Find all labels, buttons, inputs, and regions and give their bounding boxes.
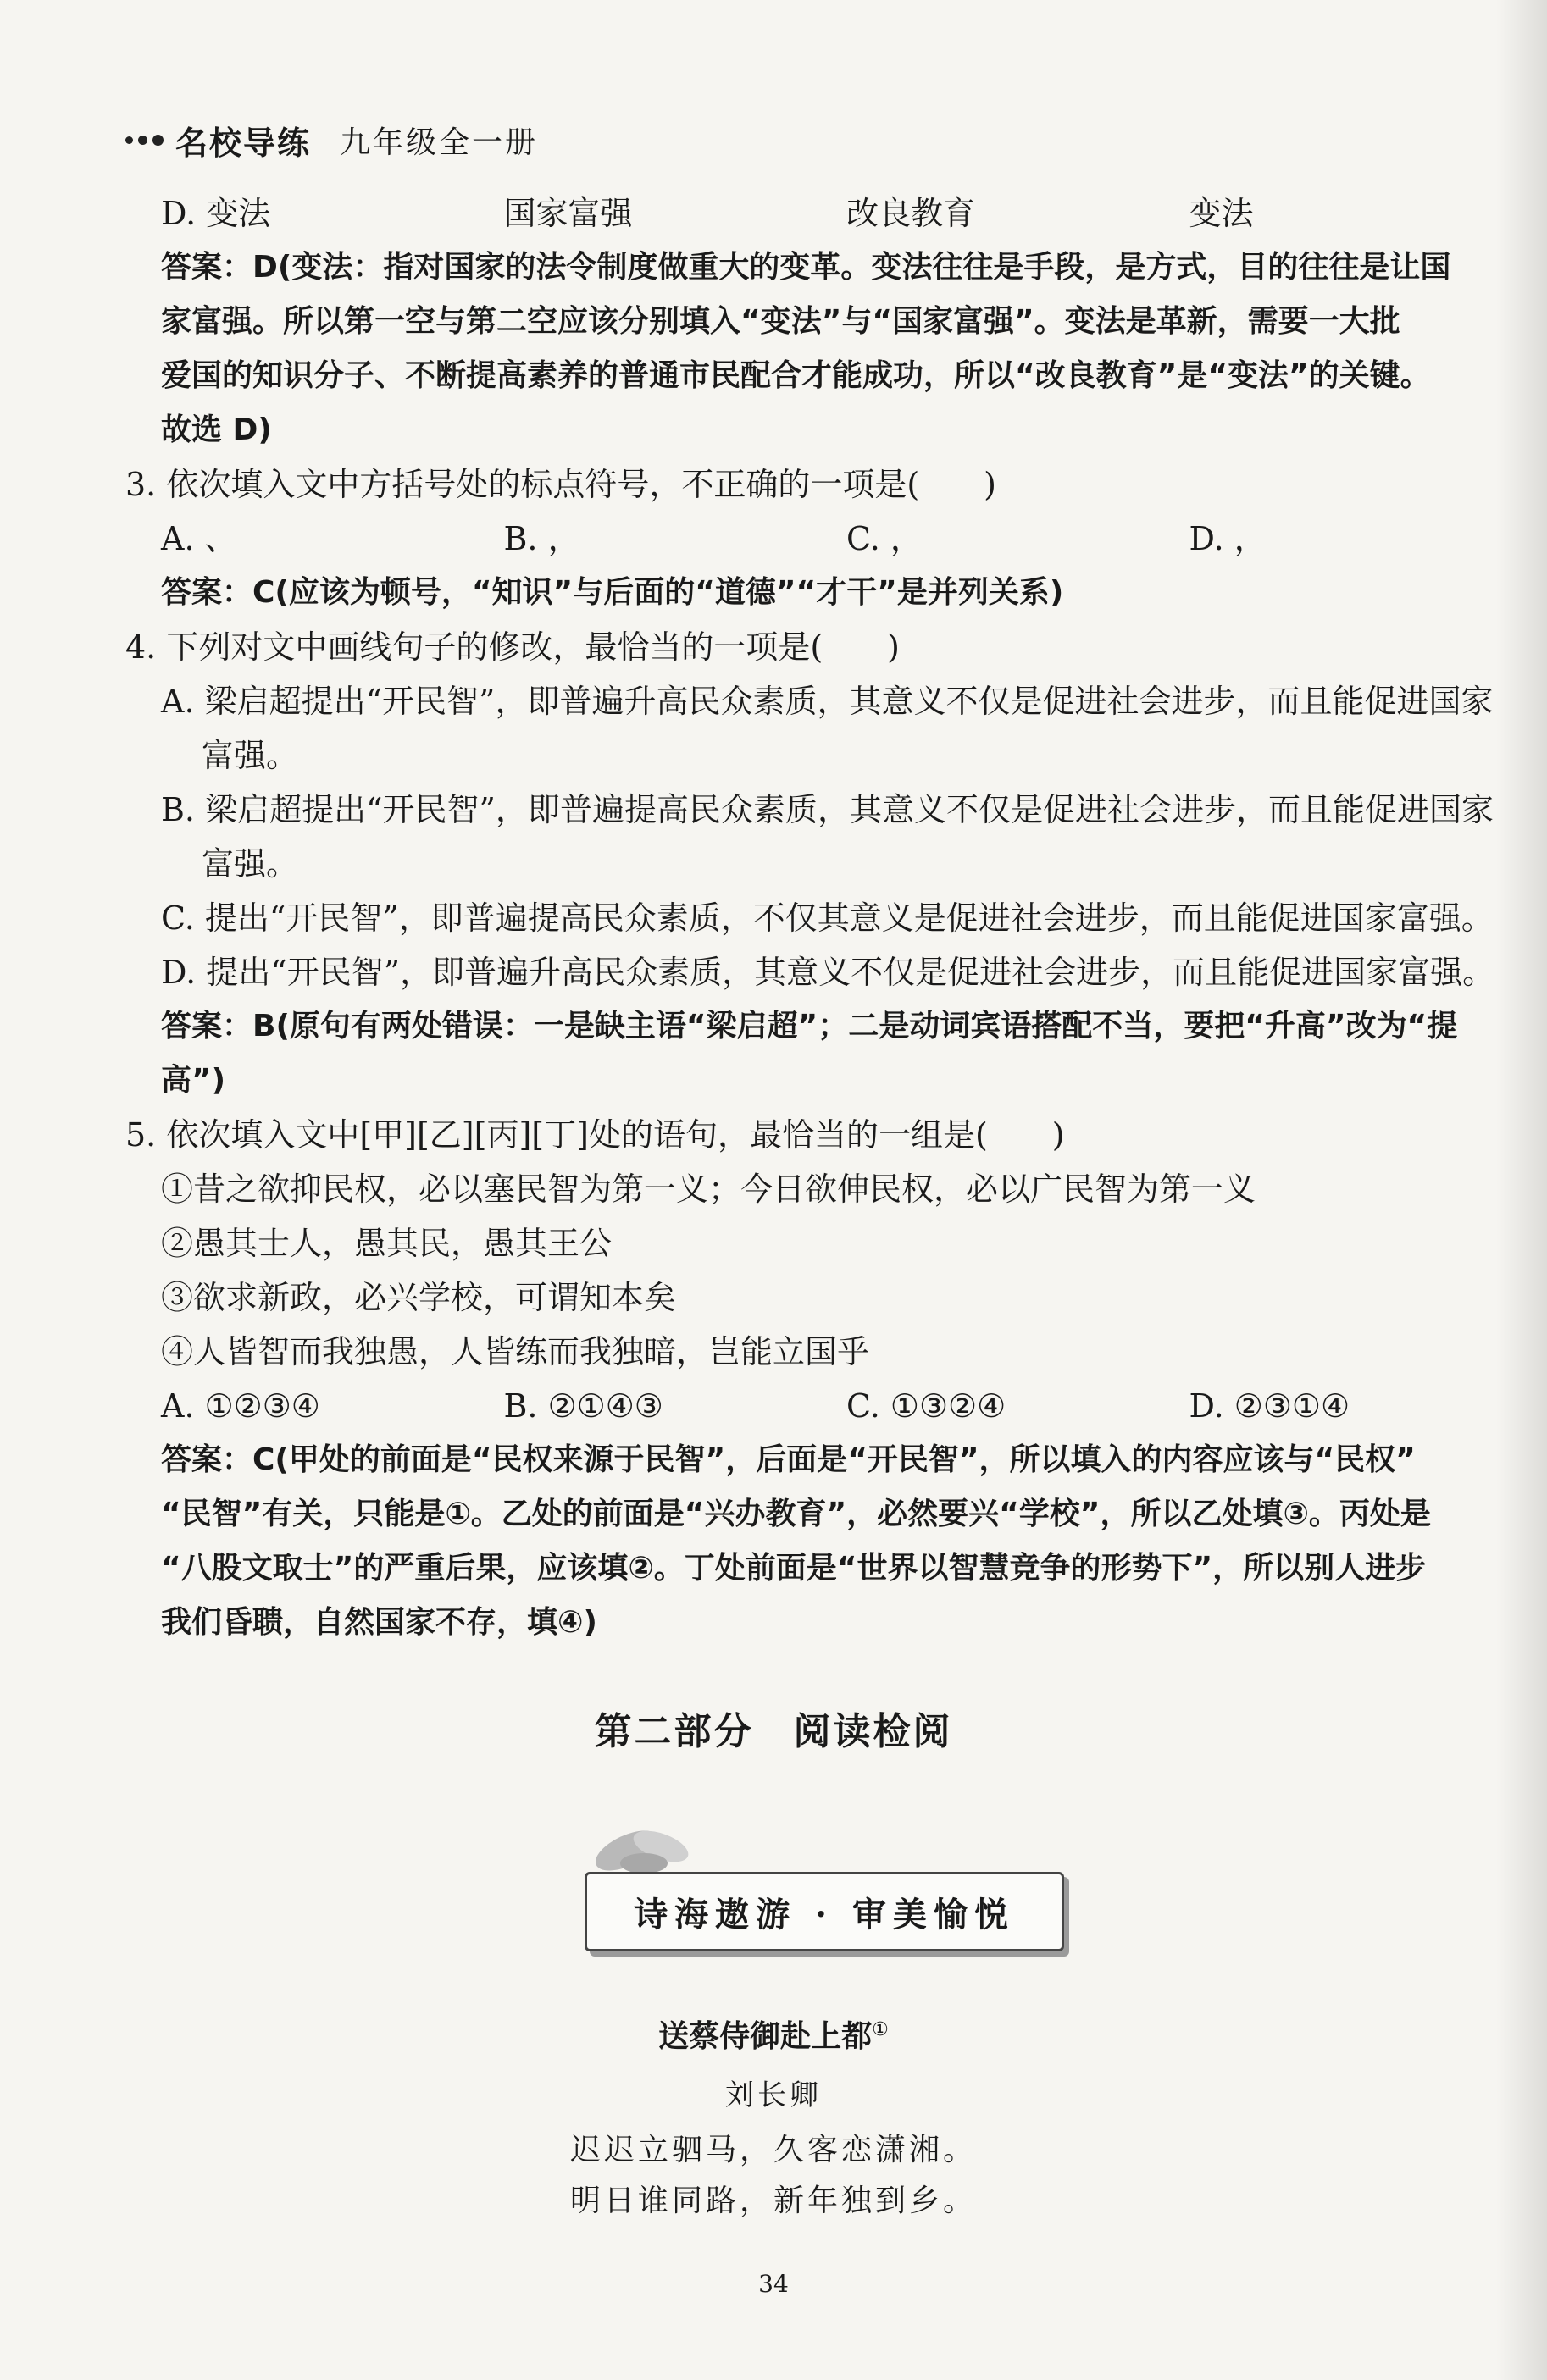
question-line: C. 提出“开民智”，即普遍提高民众素质，不仅其意义是促进社会进步，而且能促进国家富强。 [161, 899, 1494, 937]
option-choice: B. ， [503, 520, 580, 557]
answer-line: “八股文取士”的严重后果，应该填②。丁处前面是“世界以智慧竞争的形势下”，所以别人进步 [161, 1551, 1427, 1586]
poem-line: 明日谁同路，新年独到乡。 [569, 2184, 977, 2218]
question-line: 5. 依次填入文中[甲][乙][丙][丁]处的语句，最恰当的一组是( ) [125, 1116, 1065, 1154]
poem-author: 刘长卿 [725, 2078, 822, 2112]
option-row [125, 186, 1532, 241]
question-line: ①昔之欲抑民权，必以塞民智为第一义；今日欲伸民权，必以广民智为第一义 [161, 1171, 1256, 1208]
banner-text: 诗海遨游 · 审美愉悦 [634, 1894, 1015, 1934]
option-choice: A. ①②③④ [161, 1387, 320, 1425]
answer-line: “民智”有关，只能是①。乙处的前面是“兴办教育”，必然要兴“学校”，所以乙处填③。丙处是 [161, 1497, 1431, 1531]
question-line: 3. 依次填入文中方括号处的标点符号，不正确的一项是( ) [125, 466, 996, 503]
answer-line: 答案：C(应该为顿号，“知识”与后面的“道德”“才干”是并列关系) [161, 575, 1064, 610]
option-row [125, 1379, 1532, 1433]
question-line: B. 梁启超提出“开民智”，即普遍提高民众素质，其意义不仅是促进社会进步，而且能促进国家 [161, 791, 1494, 828]
answer-line: 答案：C(甲处的前面是“民权来源于民智”，后面是“开民智”，所以填入的内容应该与“民权” [161, 1442, 1416, 1477]
option-choice: D. ， [1189, 520, 1267, 557]
header-brand: 名校导练 [175, 125, 312, 162]
option-choice: B. ②①④③ [503, 1387, 663, 1425]
question-line: A. 梁启超提出“开民智”，即普遍升高民众素质，其意义不仅是促进社会进步，而且能促进国家 [161, 683, 1494, 720]
option-choice: 国家富强 [503, 195, 633, 232]
section-banner [568, 1813, 1076, 1957]
page-number: 34 [758, 2270, 789, 2298]
question-line: ④人皆智而我独愚，人皆练而我独暗，岂能立国乎 [161, 1333, 870, 1370]
option-choice: D. 变法 [161, 195, 271, 232]
option-choice: D. ②③①④ [1189, 1387, 1350, 1425]
option-choice: A. 、 [161, 520, 237, 557]
question-line: 富强。 [202, 737, 299, 774]
option-choice: 改良教育 [846, 195, 976, 232]
poem-title-text: 送蔡侍御赴上都 [658, 2019, 873, 2054]
answer-line: 答案：D(变法：指对国家的法令制度做重大的变革。变法往往是手段，是方式，目的往往是让国 [161, 250, 1451, 285]
question-line: ②愚其士人，愚其民，愚其王公 [161, 1225, 613, 1262]
page-header [125, 117, 538, 163]
poem-line: 迟迟立驷马，久客恋潇湘。 [569, 2133, 977, 2167]
question-line: 4. 下列对文中画线句子的修改，最恰当的一项是( ) [125, 628, 900, 666]
poem-title [0, 2012, 1547, 2056]
header-grade: 九年级全一册 [340, 125, 539, 160]
answer-line: 高”) [161, 1063, 226, 1098]
option-choice: C. ， [846, 520, 923, 557]
option-row [125, 512, 1532, 566]
banner-box [585, 1872, 1064, 1951]
answer-line: 爱国的知识分子、不断提高素养的普通市民配合才能成功，所以“改良教育”是“变法”的关键。 [161, 358, 1431, 393]
answer-line: 我们昏聩，自然国家不存，填④) [161, 1605, 597, 1640]
question-line: D. 提出“开民智”，即普遍升高民众素质，其意义不仅是促进社会进步，而且能促进国家富强。 [161, 954, 1495, 991]
answer-line: 答案：B(原句有两处错误：一是缺主语“梁启超”；二是动词宾语搭配不当，要把“升高”改为“提 [161, 1009, 1458, 1043]
option-choice: C. ①③②④ [846, 1387, 1006, 1425]
question-line: 富强。 [202, 845, 299, 883]
poem-footnote-mark: ① [872, 2019, 889, 2040]
header-dots-icon [125, 135, 164, 146]
option-choice: 变法 [1189, 195, 1254, 232]
question-line: ③欲求新政，必兴学校，可谓知本矣 [161, 1279, 677, 1316]
answer-line: 家富强。所以第一空与第二空应该分别填入“变法”与“国家富强”。变法是革新，需要一大批 [161, 304, 1400, 339]
question-content [125, 186, 1532, 1650]
answer-line: 故选 D) [161, 412, 272, 447]
section-title: 第二部分 阅读检阅 [594, 1710, 953, 1753]
